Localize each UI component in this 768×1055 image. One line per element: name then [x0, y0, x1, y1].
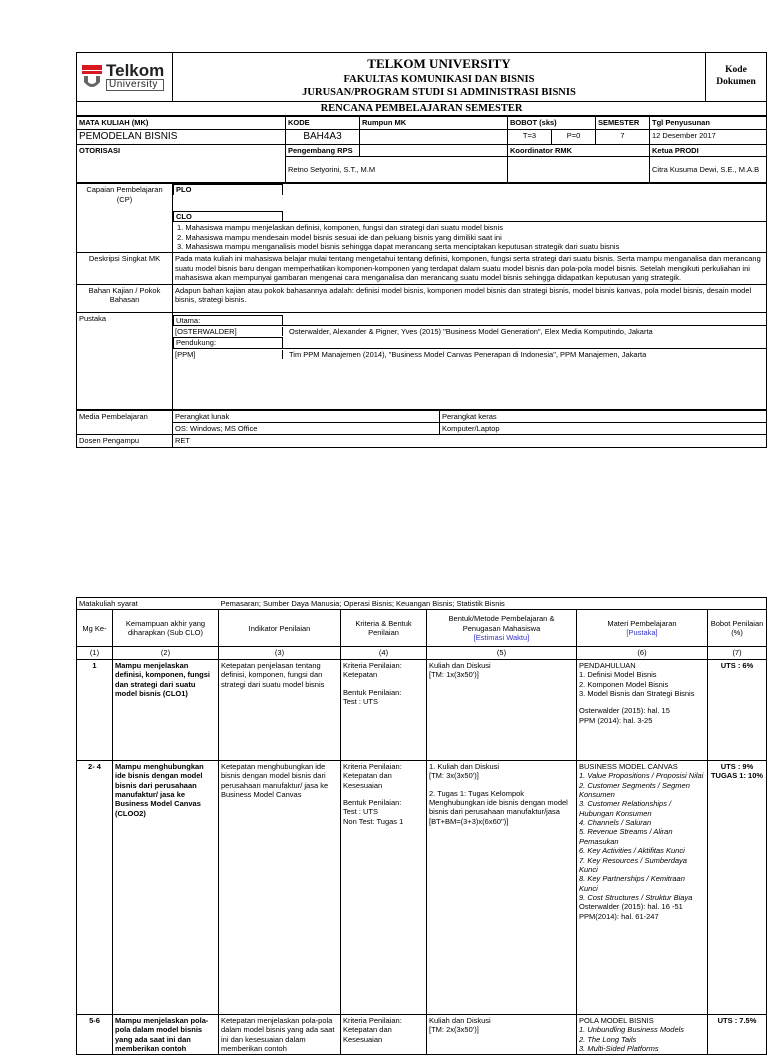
materi-line: 8. Key Partnerships / Kemitraan Kunci [579, 874, 685, 893]
row-mg: 1 [77, 659, 113, 760]
materi-line: 3. Customer Relationships / Hubungan Konsumen [579, 799, 672, 818]
row-kriteria [341, 1014, 427, 1055]
row-sub-clo: Mampu menjelaskan pola-pola dalam model bisnis yang ada saat ini dan memberikan contoh [113, 1014, 219, 1055]
metode-line: [TM: 1x(3x50')] [429, 670, 479, 680]
logo-subtitle: University [106, 79, 164, 91]
col-header-mg: Mg Ke- [77, 610, 113, 647]
kaprodi-label: Ketua PRODI [650, 145, 767, 157]
row-indikator: Ketepatan penjelasan tentang definisi, komponen, fungsi dan strategi dari suatu model bisnis [219, 659, 341, 760]
materi-line: 2. Customer Segments / Segmen Konsumen [579, 780, 690, 799]
row-bobot: UTS : 6% [708, 659, 767, 760]
row-mg: 5-6 [77, 1014, 113, 1055]
pustaka-utama-ref: Osterwalder, Alexander & Pigner, Yves (2015) "Business Model Generation", Elex Media Komputindo, Jakarta [289, 326, 653, 336]
clo-item: 1. Mahasiswa mampu menjelaskan definisi, komponen, fungsi dan strategi dari suatu model bisnis [177, 223, 504, 233]
materi-line: PPM(2014): hal. 61-247 [579, 911, 659, 921]
dosen-value: RET [173, 435, 767, 447]
metode-line: [TM: 3x(3x50')] [429, 771, 479, 781]
bahan-kajian-text: Adapun bahan kajian atau pokok bahasannya adalah: definisi model bisnis, komponen model bisnis dan strategi bisnis, model bisnis kanvas, pola model bisnis, desain model bisnis, strategi bisnis. [173, 284, 767, 312]
col-header-kriteria: Kriteria & Bentuk Penilaian [341, 610, 427, 647]
bobot-line: UTS : 9% [720, 761, 754, 771]
col-number: (3) [219, 647, 341, 659]
pustaka-pendukung-key: [PPM] [173, 350, 283, 359]
row-materi [577, 1014, 708, 1055]
table-row [77, 659, 767, 760]
materi-line: 2. The Long Tails [579, 1034, 637, 1044]
metode-line: Kuliah dan Diskusi [429, 660, 491, 670]
clo-block [173, 211, 767, 253]
perangkat-keras-label: Perangkat keras [440, 410, 767, 422]
semester-value: 7 [596, 129, 650, 145]
rumpun-label: Rumpun MK [360, 117, 508, 129]
mk-label: MATA KULIAH (MK) [77, 117, 286, 129]
metode-line: 2. Tugas 1: Tugas Kelompok Menghubungkan ide bisnis dengan model bisnis dari perusahaan manufaktur/jasa [429, 788, 568, 817]
rps-title: RENCANA PEMBELAJARAN SEMESTER [77, 102, 767, 116]
row-metode [427, 1014, 577, 1055]
row-indikator: Ketepatan menjelaskan pola-pola dalam model bisnis yang ada saat ini dan kesesuaian dalam memberikan contoh [219, 1014, 341, 1055]
deskripsi-label: Deskripsi Singkat MK [77, 253, 173, 284]
materi-line: 3. Multi-Sided Platforms [579, 1043, 659, 1053]
col-header-metode-sub: [Estimasi Waktu] [473, 633, 530, 643]
rps-header-table [76, 52, 767, 116]
col-header-metode-label: Bentuk/Metode Pembelajaran & Penugasan Mahasiswa [448, 614, 555, 633]
bobot-t-value: T=3 [508, 129, 552, 145]
metode-line: [BT+BM=(3+3)x(6x60'')] [429, 816, 509, 826]
materi-title: POLA MODEL BISNIS [579, 1015, 654, 1025]
materi-line: 5. Revenue Streams / Aliran Pemasukan [579, 827, 673, 846]
materi-title: PENDAHULUAN [579, 660, 636, 670]
bobot-label: BOBOT (sks) [508, 117, 596, 129]
materi-line: Osterwalder (2015): hal. 16 -51 [579, 902, 683, 912]
materi-line: 1. Unbundling Business Models [579, 1025, 685, 1035]
dosen-label: Dosen Pengampu [77, 435, 173, 447]
bobot-line: TUGAS 1: 10% [710, 771, 764, 781]
pustaka-pendukung-ref: Tim PPM Manajemen (2014), "Business Model Canvas Penerapan di Indonesia", PPM Manajemen, Jakarta [289, 349, 647, 359]
pustaka-label: Pustaka [77, 312, 173, 409]
kriteria-line: Ketepatan dan Kesesuaian [343, 771, 392, 790]
col-number: (7) [708, 647, 767, 659]
col-number: (6) [577, 647, 708, 659]
table-row [77, 1014, 767, 1055]
logo-cell [77, 53, 173, 102]
perangkat-lunak-label: Perangkat lunak [173, 410, 440, 422]
kriteria-line: Ketepatan dan Kesesuaian [343, 1025, 392, 1044]
row-materi [577, 659, 708, 760]
rps-sheet [76, 52, 766, 448]
kriteria-line: Test : UTS [343, 696, 379, 706]
media-label: Media Pembelajaran [77, 410, 173, 435]
syarat-label: Matakuliah syarat [77, 598, 219, 610]
clo-item: 3. Mahasiswa mampu menganalisis model bisnis sehingga dapat merancang serta menciptakan keputusan strategik dari suatu bisnis [177, 242, 620, 251]
row-metode [427, 760, 577, 1014]
col-header-materi-label: Materi Pembelajaran [607, 619, 677, 628]
kriteria-line: Bentuk Penilaian: [343, 797, 402, 807]
materi-line: 6. Key Activities / Aktifitas Kunci [579, 846, 685, 856]
plo-block [173, 184, 767, 211]
materi-line: 9. Cost Structures / Struktur Biaya [579, 893, 693, 902]
mk-value: PEMODELAN BISNIS [77, 129, 286, 145]
metode-line: [TM: 2x(3x50')] [429, 1025, 479, 1035]
course-info-table [76, 116, 767, 183]
deskripsi-text: Pada mata kuliah ini mahasiswa belajar mulai tentang mengetahui tentang definisi, komponen, fungsi serta strategi dari suatu bisnis. Serta mampu menganalisa dan merancang suatu model bisnis baru dengan memperhatikan komponen-komponen yang terdapat dalam suatu model bisnis dan pola-pola model bisnis. Setelah mengikuti perkuliahan ini mahasiswa akan mempunyai gambaran mengenai cara menganalisa dan merancang suatu model bisnis sehingga didapatkan keputusan yang strategik. [173, 253, 767, 284]
row-materi [577, 760, 708, 1014]
koordinator-label: Koordinator RMK [508, 145, 650, 157]
pustaka-utama-key: [OSTERWALDER] [173, 327, 283, 336]
kriteria-line: Kriteria Penilaian: [343, 761, 402, 771]
pustaka-block [173, 312, 767, 409]
materi-line: 2. Komponen Model Bisnis [579, 679, 669, 689]
pengembang-label: Pengembang RPS [286, 145, 360, 157]
plo-label: PLO [173, 184, 283, 194]
tgl-value: 12 Desember 2017 [650, 129, 767, 145]
row-kriteria [341, 659, 427, 760]
kode-value: BAH4A3 [286, 129, 360, 145]
materi-line: 1. Value Propositions / Proposisi Nilai [579, 771, 704, 781]
row-bobot [708, 760, 767, 1014]
col-number: (4) [341, 647, 427, 659]
col-header-metode [427, 610, 577, 647]
col-number: (1) [77, 647, 113, 659]
tgl-label: Tgl Penyusunan [650, 117, 767, 129]
pustaka-utama-label: Utama: [173, 315, 283, 325]
semester-label: SEMESTER [596, 117, 650, 129]
row-sub-clo: Mampu menghubungkan ide bisnis dengan model bisnis dari perusahaan manufaktur/ jasa ke Business Model Canvas (CLOO2) [113, 760, 219, 1014]
materi-line: 7. Key Resources / Sumberdaya Kunci [579, 855, 687, 874]
row-indikator: Ketepatan menghubungkan ide bisnis dengan model bisnis dari perusahaan manufaktur/ jasa ke Business Model Canvas [219, 760, 341, 1014]
cp-table [76, 183, 767, 409]
col-header-bobot: Bobot Penilaian (%) [708, 610, 767, 647]
materi-title: BUSINESS MODEL CANVAS [579, 761, 678, 771]
bobot-p-value: P=0 [552, 129, 596, 145]
row-bobot: UTS : 7.5% [708, 1014, 767, 1055]
syarat-value: Pemasaran; Sumber Daya Manusia; Operasi Bisnis; Keuangan Bisnis; Statistik Bisnis [219, 598, 767, 610]
materi-line: 3. Model Bisnis dan Strategi Bisnis [579, 688, 695, 698]
kriteria-line: Non Test: Tugas 1 [343, 816, 404, 826]
university-name: TELKOM UNIVERSITY [367, 56, 511, 72]
col-header-indikator: Indikator Penilaian [219, 610, 341, 647]
clo-item: 2. Mahasiswa mampu mendesain model bisnis sesuai ide dan peluang bisnis yang dimiliki saat ini [177, 232, 502, 242]
perangkat-keras-value: Komputer/Laptop [440, 422, 767, 434]
col-header-sub-clo: Kemampuan akhir yang diharapkan (Sub CLO) [113, 610, 219, 647]
col-header-materi-sub: [Pustaka] [626, 628, 658, 638]
materi-line: PPM (2014): hal. 3-25 [579, 715, 653, 725]
media-table [76, 410, 767, 448]
kriteria-line: Test : UTS [343, 807, 379, 817]
institution-header [173, 53, 706, 102]
row-sub-clo: Mampu menjelaskan definisi, komponen, fungsi dan strategi dari suatu model bisnis (CLO1) [113, 659, 219, 760]
faculty-name: FAKULTAS KOMUNIKASI DAN BISNIS [343, 73, 535, 85]
row-mg: 2- 4 [77, 760, 113, 1014]
kriteria-line: Bentuk Penilaian: [343, 687, 402, 697]
plan-table [76, 597, 767, 1055]
col-header-materi [577, 610, 708, 647]
metode-line: 1. Kuliah dan Diskusi [429, 761, 500, 771]
row-metode [427, 659, 577, 760]
kode-dokumen: Kode Dokumen [706, 53, 767, 102]
kriteria-line: Kriteria Penilaian: [343, 1015, 402, 1025]
kode-label: KODE [286, 117, 360, 129]
bahan-kajian-label: Bahan Kajian / Pokok Bahasan [77, 284, 173, 312]
materi-line: Osterwalder (2015): hal. 15 [579, 706, 670, 716]
plan-sheet [76, 597, 766, 1055]
kaprodi-value: Citra Kusuma Dewi, S.E., M.A.B [650, 157, 767, 183]
pustaka-pendukung-label: Pendukung: [173, 337, 283, 347]
table-row [77, 760, 767, 1014]
materi-line: 4. Channels / Saluran [579, 818, 652, 827]
cp-label: Capaian Pembelajaran (CP) [77, 184, 173, 253]
perangkat-lunak-value: OS: Windows; MS Office [173, 422, 440, 434]
col-number: (5) [427, 647, 577, 659]
program-name: JURUSAN/PROGRAM STUDI S1 ADMINISTRASI BISNIS [302, 86, 576, 98]
pengembang-value: Retno Setyorini, S.T., M.M [286, 157, 508, 183]
clo-label: CLO [173, 211, 283, 221]
metode-line: Kuliah dan Diskusi [429, 1015, 491, 1025]
telkom-logo-icon [81, 64, 103, 90]
row-kriteria [341, 760, 427, 1014]
col-number: (2) [113, 647, 219, 659]
otorisasi-label: OTORISASI [77, 145, 286, 183]
kriteria-line: Kriteria Penilaian: [343, 660, 402, 670]
materi-line: 1. Definisi Model Bisnis [579, 670, 657, 680]
logo-name: Telkom [106, 61, 165, 81]
kriteria-line: Ketepatan [343, 670, 378, 680]
